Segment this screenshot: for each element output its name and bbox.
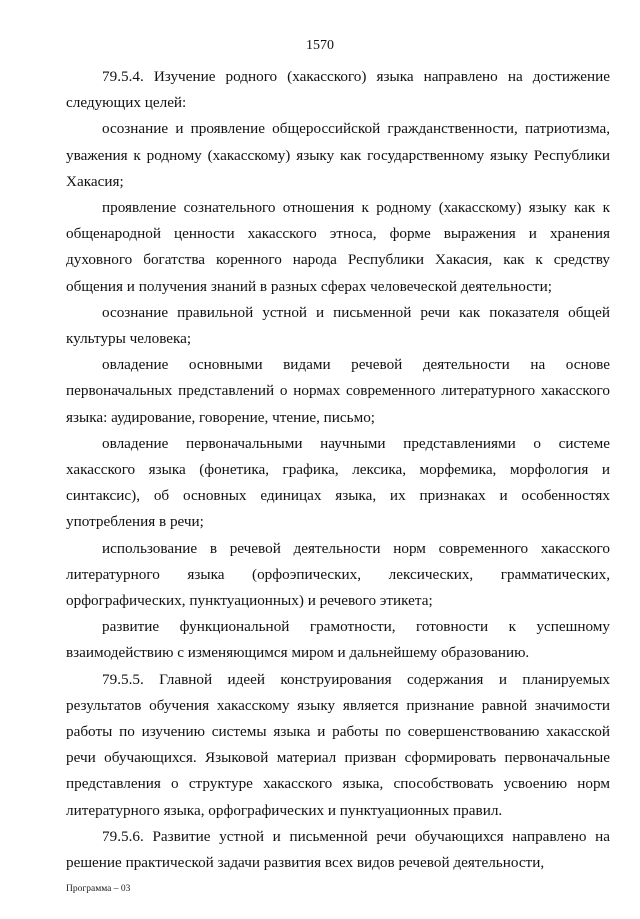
paragraph-79-5-5: 79.5.5. Главной идеей конструирования содержания и планируемых результатов обучения хакасскому языку является признание равной значимости работы по изучению системы языка и работы по совершенствованию хакасской речи обучающихся. Языковой материал призван сформировать первоначальные представления о структуре хакасского языка, способствовать усвоению норм литературного языка, орфографических и пунктуационных правил. — [66, 670, 610, 819]
paragraph-goal-speech-culture: осознание правильной устной и письменной речи как показателя общей культуры человека; — [66, 303, 610, 348]
paragraph-goal-conscious-attitude: проявление сознательного отношения к родному (хакасскому) языку как к общенародной ценности хакасского этноса, форме выражения и хранения духовного богатства коренного народа Республики Хакасия, как к средству общения и получения знаний в разных сферах человеческой деятельности; — [66, 199, 610, 295]
paragraph-goal-language-norms: использование в речевой деятельности норм современного хакасского литературного языка (орфоэпических, лексических, грамматических, орфографических, пунктуационных) и речевого этикета; — [66, 539, 610, 610]
document-body — [66, 64, 610, 876]
paragraph-79-5-4: 79.5.4. Изучение родного (хакасского) языка направлено на достижение следующих целей: — [66, 68, 610, 112]
paragraph-goal-language-system: овладение первоначальными научными представлениями о системе хакасского языка (фонетика, графика, лексика, морфемика, морфология и синтаксис), об основных единицах языка, их признаках и особенностях употребления в речи; — [66, 434, 610, 531]
paragraph-79-5-6: 79.5.6. Развитие устной и письменной речи обучающихся направлено на решение практической задачи развития всех видов речевой деятельности, — [66, 827, 610, 872]
paragraph-goal-literacy: развитие функциональной грамотности, готовности к успешному взаимодействию с изменяющимся миром и дальнейшему образованию. — [66, 618, 610, 662]
footer-label: Программа – 03 — [66, 884, 131, 894]
paragraph-goal-citizenship: осознание и проявление общероссийской гражданственности, патриотизма, уважения к родному (хакасскому) языку как государственному языку Республики Хакасия; — [66, 120, 610, 190]
paragraph-goal-speech-activity: овладение основными видами речевой деятельности на основе первоначальных представлений о нормах современного литературного хакасского языка: аудирование, говорение, чтение, письмо; — [66, 356, 610, 426]
page-number: 1570 — [306, 38, 334, 53]
